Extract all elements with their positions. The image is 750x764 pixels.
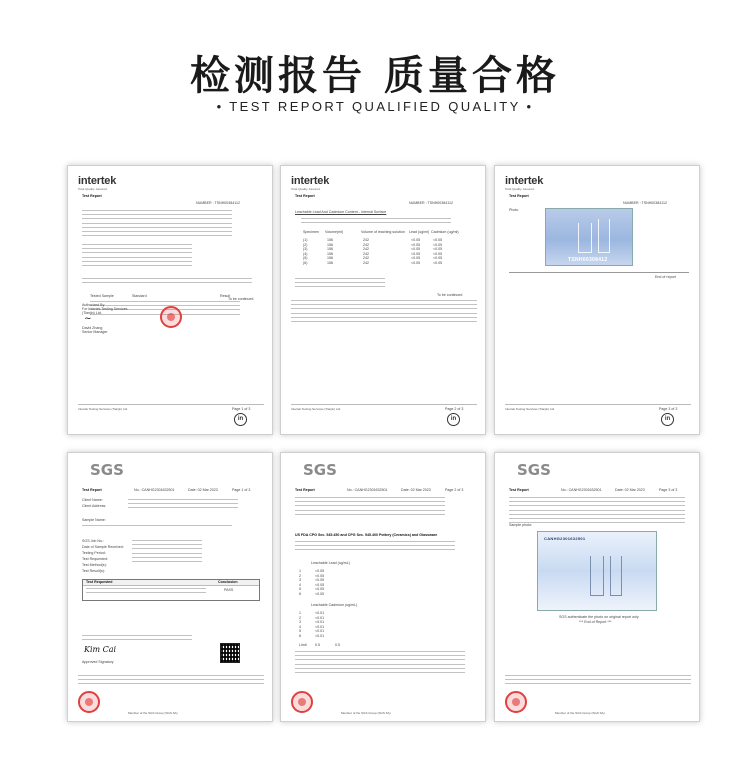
- sgs-report-page-1[interactable]: [67, 452, 273, 722]
- red-seal-stamp: [160, 306, 182, 328]
- table-cell: <0.01: [315, 615, 325, 620]
- table-row-index: 2: [299, 615, 301, 620]
- red-seal-stamp: [291, 691, 313, 713]
- sgs-report-page-3[interactable]: [494, 452, 700, 722]
- page-title: 检测报告 质量合格: [190, 53, 560, 99]
- report-number: NUMBER : TSNH00384112: [196, 201, 241, 205]
- footer-address: Member of the SGS Group (SGS SA): [555, 711, 605, 715]
- red-seal-stamp: [78, 691, 100, 713]
- table-cell: <0.01: [315, 624, 325, 629]
- tests-conducted-block: [82, 278, 252, 286]
- col-volume: Volume(ml): [325, 230, 344, 234]
- table-cell: <0.01: [315, 634, 325, 638]
- intertek-entity: (Tianjin) Ltd.: [82, 311, 102, 315]
- sample-note: [82, 525, 232, 529]
- disclaimer-text: [78, 675, 264, 688]
- table-cell: <0.05: [411, 256, 421, 261]
- col-cadmium: Leachable Cadmium (ug/mL): [311, 603, 358, 607]
- table-cell: <0.05: [433, 261, 443, 265]
- sgs-logo: SGS: [90, 461, 124, 479]
- intertek-badge-icon: in: [234, 413, 247, 426]
- qr-code-icon: [220, 643, 240, 663]
- table-cell: (1): [303, 238, 308, 242]
- signatory-role: Approved Signatory: [82, 660, 114, 664]
- section-title: US FDA CPG Sec. 545.450 and CPG Sec. 545.400 Pottery (Ceramics) and Glassware: [295, 533, 438, 537]
- col-lead: Leachable Lead (ug/mL): [311, 561, 350, 565]
- table-cell: <0.05: [411, 238, 421, 242]
- report-title: Test Report: [295, 194, 315, 198]
- table-row-index: 5: [299, 629, 301, 634]
- conclusion-col-result: Result: [220, 294, 231, 298]
- table-cell: 156: [327, 238, 333, 242]
- page-number: Page 3 of 3: [659, 488, 678, 492]
- table-cell: 156: [327, 261, 333, 265]
- for-intertek: For Intertek Testing Services: [82, 307, 128, 311]
- conclusion-col-test: Test Requested: [86, 580, 113, 584]
- table-cell: <0.05: [315, 573, 325, 578]
- table-cell: <0.05: [315, 592, 325, 596]
- photo-caption: TSNH00308412: [568, 257, 608, 263]
- conclusion-value: PASS: [224, 588, 234, 592]
- signature: Kim Cai: [84, 645, 117, 654]
- table-cell: (4): [303, 251, 308, 256]
- client-values: [128, 499, 238, 512]
- glass-icon: [598, 219, 610, 253]
- footer-divider: [291, 404, 477, 405]
- signature: ~: [84, 314, 92, 324]
- table-row-index: 1: [299, 611, 301, 615]
- table-cell: <0.05: [433, 256, 443, 261]
- table-cell: 242: [363, 238, 369, 242]
- part-description-block: [295, 497, 445, 518]
- limit-cadmium: 0.5: [335, 643, 340, 647]
- field-client-name: Client Name:: [82, 498, 103, 502]
- end-of-report: End of report: [655, 275, 676, 279]
- photo-divider: [509, 272, 689, 273]
- intertek-logo: intertek Total Quality. Assured.: [505, 175, 544, 191]
- sample-photo: [545, 208, 633, 266]
- authorized-by: Authorized By: [82, 303, 105, 307]
- footer-address: Intertek Testing Services (Tianjin) Ltd.: [78, 407, 129, 411]
- photo-label: Sample photo:: [509, 523, 533, 527]
- disclaimer-text: [291, 300, 477, 325]
- conclusion-col-sample: Tested Sample: [90, 294, 114, 298]
- signatory-name: David Zhang: [82, 326, 103, 330]
- page-number: Page 3 of 3: [659, 407, 678, 411]
- table-cell: <0.05: [315, 582, 325, 587]
- section-title: Leachable Lead And Cadmium Content - Internal Surface: [295, 210, 387, 214]
- glass-icon: [578, 223, 592, 253]
- report-title: Test Report: [295, 488, 315, 492]
- table-cell: 156: [327, 251, 333, 256]
- photo-caption: CANHG2301632501: [544, 536, 586, 541]
- limit-lead: 0.5: [315, 643, 320, 647]
- intertek-logo: intertek Total Quality. Assured.: [78, 175, 117, 191]
- intertek-badge-icon: in: [447, 413, 460, 426]
- table-cell: <0.05: [411, 251, 421, 256]
- report-date: Date: 02 Mar 2023: [401, 488, 431, 492]
- field-test-method: Test Method(s):: [82, 563, 107, 567]
- report-number: No.: CANHG2301632501: [134, 488, 175, 492]
- field-job-no: SGS Job No.:: [82, 539, 104, 543]
- table-row-index: 4: [299, 582, 301, 587]
- table-row-index: 4: [299, 624, 301, 629]
- table-cell: 242: [363, 247, 369, 252]
- table-cell: 156: [327, 247, 333, 252]
- sample-description-block: [82, 244, 192, 269]
- report-title: Test Report: [509, 194, 529, 198]
- table-row-index: 3: [299, 620, 301, 625]
- footer-address: Member of the SGS Group (SGS SA): [341, 711, 391, 715]
- table-cell: (5): [303, 256, 308, 261]
- table-cell: <0.05: [411, 247, 421, 252]
- photo-label: Photo: [509, 208, 519, 212]
- intertek-logo: intertek Total Quality. Assured.: [291, 175, 330, 191]
- table-cell: 242: [363, 242, 369, 247]
- remark-text: [295, 278, 385, 291]
- field-test-result: Test Result(s):: [82, 569, 105, 573]
- table-cell: <0.01: [315, 629, 325, 634]
- method-text: [301, 218, 451, 226]
- table-cell: <0.05: [411, 261, 421, 265]
- report-number: No.: CANHG2301632501: [347, 488, 388, 492]
- red-seal-stamp: [505, 691, 527, 713]
- col-lead: Lead (ug/ml): [409, 230, 430, 234]
- end-of-report: *** End of Report ***: [579, 620, 612, 624]
- page-number: Page 1 of 3: [232, 407, 251, 411]
- glass-icon: [610, 556, 622, 596]
- signed-for-text: [82, 635, 192, 643]
- sgs-report-page-2[interactable]: [280, 452, 486, 722]
- report-title: Test Report: [82, 488, 102, 492]
- page-number: Page 2 of 3: [445, 407, 464, 411]
- sgs-logo: SGS: [517, 461, 551, 479]
- table-cell: <0.01: [315, 620, 325, 625]
- table-row-index: 1: [299, 569, 301, 573]
- table-cell: 242: [363, 261, 369, 265]
- report-title: Test Report: [509, 488, 529, 492]
- method-text: [295, 541, 455, 554]
- field-client-address: Client Address:: [82, 504, 107, 508]
- intertek-badge-icon: in: [661, 413, 674, 426]
- table-row-index: 2: [299, 573, 301, 578]
- table-cell: (2): [303, 242, 308, 247]
- table-cell: <0.05: [411, 242, 421, 247]
- footer-address: Intertek Testing Services (Tianjin) Ltd.: [505, 407, 556, 411]
- footer-address: Intertek Testing Services (Tianjin) Ltd.: [291, 407, 342, 411]
- table-cell: 242: [363, 256, 369, 261]
- report-number: No.: CANHG2301632501: [561, 488, 602, 492]
- disclaimer-text: [505, 675, 691, 688]
- intertek-report-page-3[interactable]: [494, 165, 700, 435]
- report-date: Date: 02 Mar 2023: [188, 488, 218, 492]
- table-cell: 242: [363, 251, 369, 256]
- remark-text: [509, 497, 685, 526]
- to-be-continued: To be continued: [437, 293, 463, 297]
- conclusion-col-standard: Standard: [132, 294, 147, 298]
- report-number: NUMBER : TSNH00384112: [409, 201, 454, 205]
- report-number: NUMBER : TSNH00384112: [623, 201, 668, 205]
- table-cell: (3): [303, 247, 308, 252]
- intertek-report-page-1[interactable]: [67, 165, 273, 435]
- field-test-requested: Test Requested:: [82, 557, 108, 561]
- table-cell: <0.05: [315, 578, 325, 583]
- field-date-received: Date of Sample Received:: [82, 545, 124, 549]
- footer-divider: [505, 404, 691, 405]
- table-cell: <0.01: [315, 611, 325, 615]
- col-leach-volume: Volume of leaching solution: [361, 230, 405, 234]
- page-subtitle: • TEST REPORT QUALIFIED QUALITY •: [216, 99, 534, 114]
- table-cell: <0.05: [433, 251, 443, 256]
- table-cell: <0.05: [433, 242, 443, 247]
- signatory-role: Senior Manager: [82, 330, 108, 334]
- report-title: Test Report: [82, 194, 102, 198]
- sgs-logo: SGS: [303, 461, 337, 479]
- photo-note: SGS authenticate the photo on original report only: [559, 615, 639, 619]
- field-values: [132, 540, 202, 565]
- field-testing-period: Testing Period:: [82, 551, 106, 555]
- col-cadmium: Cadmium (ug/ml): [431, 230, 459, 234]
- footer-divider: [78, 404, 264, 405]
- footer-address: Member of the SGS Group (SGS SA): [128, 711, 178, 715]
- to-be-continued: To be continued: [228, 297, 254, 301]
- table-cell: <0.05: [433, 247, 443, 252]
- table-cell: <0.05: [315, 569, 325, 573]
- table-cell: 156: [327, 256, 333, 261]
- conclusion-col-result: Conclusion: [218, 580, 238, 584]
- col-specimen: Specimen: [303, 230, 319, 234]
- intertek-report-page-2[interactable]: [280, 165, 486, 435]
- table-row-index: 3: [299, 578, 301, 583]
- page-number: Page 1 of 3: [232, 488, 251, 492]
- table-cell: 156: [327, 242, 333, 247]
- limit-label: Limit: [299, 643, 307, 647]
- notes-text: [295, 651, 465, 676]
- conclusion-text: [86, 588, 206, 596]
- table-cell: <0.05: [433, 238, 443, 242]
- applicant-text-block: [82, 210, 232, 239]
- glass-icon: [590, 556, 604, 596]
- table-row-index: 5: [299, 587, 301, 592]
- sample-photo: [537, 531, 657, 611]
- table-cell: <0.05: [315, 587, 325, 592]
- page-number: Page 2 of 3: [445, 488, 464, 492]
- table-row-index: 6: [299, 634, 301, 638]
- table-cell: (6): [303, 261, 308, 265]
- field-sample-name: Sample Name:: [82, 518, 106, 522]
- report-date: Date: 02 Mar 2023: [615, 488, 645, 492]
- table-row-index: 6: [299, 592, 301, 596]
